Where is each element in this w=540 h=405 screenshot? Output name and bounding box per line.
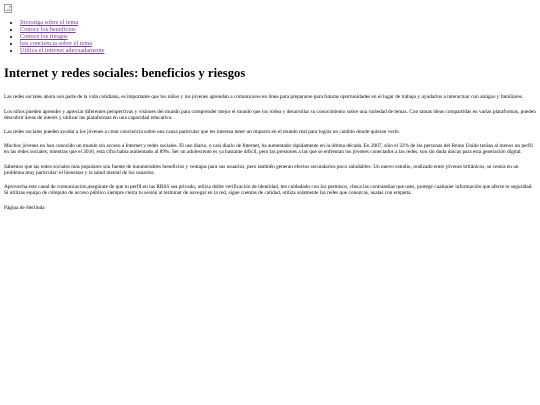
- nav-link-riesgos[interactable]: Conoce los riesgos: [20, 33, 68, 41]
- nav-link-internet[interactable]: Utiliza el internet adecuadamente: [20, 47, 105, 55]
- article-content: [4, 94, 536, 210]
- nav-item: [20, 47, 536, 54]
- paragraph: Muchos jóvenes no han conocido un mundo sin acceso a Internet y redes sociales. El uso diario, o casi diario de Internet, ha aumentado rápidamente en la última década. En 2007, sólo el 22% de las personas del Reino Unido tenían al menos un perfil en las redes sociales; mientras que el 2016, esta cifra había aumentado al 89%. Ser un adolescente es ya bastante difícil, pero las presiones a las que se enfrentan los jóvenes conectados a las redes, son sin duda únicas para esta generación digital.: [4, 143, 533, 156]
- nav-list: [4, 19, 536, 54]
- nav-item: [20, 19, 536, 26]
- page-title: Internet y redes sociales: beneficios y riesgos: [4, 66, 246, 81]
- paragraph: Aprovecha este canal de comunicación,asegúrate de que tu perfil en las RRSS sea privado, utiliza doble verificación de identidad, ten cuidadado con los permisos, checa las contraseñas que uses, protege cualquier información que afecte tu seguridad. Si utilizas equipo de cómputo de acceso público siempre cierra tu sesión al terminar de navegar en la red, sigue cuentas de calidad, utiliza solamente las redes que conozcas, usalas con empatía.: [4, 184, 533, 197]
- nav-link-beneficios[interactable]: Conoce los beneficios: [20, 26, 76, 34]
- nav-link-investiga[interactable]: Investiga sobre el tema: [20, 19, 79, 26]
- nav-item: [20, 33, 536, 40]
- paragraph: Los niños pueden aprender y apreciar diferentes perspectivas y visiones del mundo para comprender mejor el mundo que los rodea y desarrollar su conocimiento sobre una variedad de temas. Con tantas ideas compartidas en varias plataformas, pueden descubrir áreas de interés y utilizar las plataformas en una capacidad educativa.: [4, 108, 536, 121]
- paragraph: Sabemos que las redes sociales más populares son fuente de innumerables beneficios y ventajas para sus usuarios, pero también generan efectos secundarios poco saludables. Un nuevo estudio, realizado entre jóvenes británicos, se centra en un problema muy particular: el bienestar y la salud mental de los usuarios.: [4, 163, 519, 176]
- paragraph: Las redes sociales pueden ayudar a los jóvenes a crear conciencia sobre una causa particular que les interesa tener un impacto en el mundo real para lograr un cambio donde quieran verlo.: [4, 129, 400, 136]
- footer-text: Página de Herlinda: [4, 204, 45, 211]
- nav-link-conciencia[interactable]: has conciencia sobre el tema: [20, 40, 93, 48]
- nav-item: [20, 26, 536, 33]
- nav-item: [20, 40, 536, 47]
- broken-image-icon: [4, 4, 12, 13]
- paragraph: Las redes sociales ahora son parte de la vida cotidiana, es importante que los niños y los jóvenes aprendan a comunicarse en línea para prepararse para futuras oportunidades en el lugar de trabajo y ayudarlos a interactuar con amigos y familiares.: [4, 94, 524, 101]
